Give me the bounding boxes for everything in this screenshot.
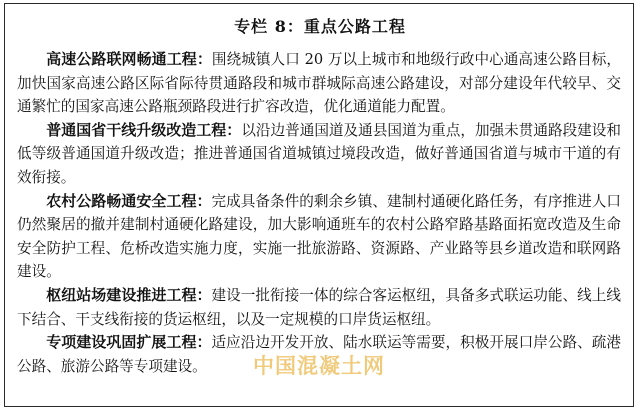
section-text: 建设一批衔接一体的综合客运枢纽，具备多式联运功能、线上线下结合、干支线衔接的货运枢纽，以及一定规模的口岸货运枢纽。 (17, 286, 621, 328)
section-trunk-upgrade (17, 119, 621, 190)
section-text: 适应沿边开发开放、陆水联运等需要，积极开展口岸公路、疏港公路、旅游公路等专项建设。 (17, 334, 621, 375)
section-text: 以沿边普通国道及通县国道为重点，加强未贯通路段建设和低等级普通国道升级改造；推进普通国省道城镇过境段改造，做好普通国省道与城市干道的有效衔接。 (17, 121, 621, 186)
section-heading: 专项建设巩固扩展工程： (46, 333, 212, 352)
section-rural-roads (17, 190, 621, 284)
column-title: 专栏 8：重点公路工程 (234, 17, 406, 36)
section-text: 完成具备条件的剩余乡镇、建制村通硬化路任务，有序推进人口仍然聚居的撤并建制村通硬化路建设，加大影响通班车的农村公路窄路基路面拓宽改造及生命安全防护工程、危桥改造实施力度，实施一批旅游路、资源路、产业路等县乡道改造和联网路建设。 (17, 192, 621, 281)
section-text: 围绕城镇人口 20 万以上城市和地级行政中心通高速公路目标，加快国家高速公路区际省际待贯通路段和城市群城际高速公路建设，对部分建设年代较早、交通繁忙的国家高速公路瓶颈路段进行扩容改造，优化通道能力配置。 (17, 51, 621, 116)
column-box (4, 3, 634, 407)
section-heading: 高速公路联网畅通工程： (46, 50, 212, 68)
section-hub-stations (17, 284, 621, 331)
site-watermark: 中国混凝土网 (253, 354, 385, 378)
section-heading: 枢纽站场建设推进工程： (46, 285, 212, 304)
section-special-construction (17, 331, 621, 378)
section-heading: 农村公路畅通安全工程： (46, 191, 212, 210)
column-content (17, 48, 621, 378)
section-heading: 普通国省干线升级改造工程： (46, 120, 242, 139)
section-highway-network (17, 48, 621, 119)
